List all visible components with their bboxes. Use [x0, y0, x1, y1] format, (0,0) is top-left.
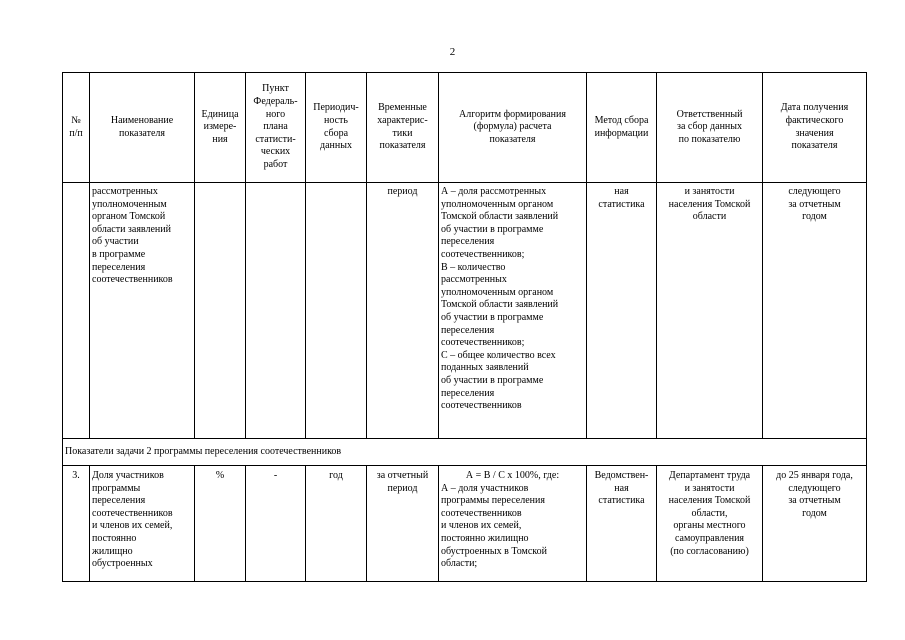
- cell-periodicity: год: [306, 466, 367, 582]
- section-row: [63, 439, 867, 466]
- header-date: Дата получения фактического значения показателя: [763, 73, 867, 183]
- table-header-row: [63, 73, 867, 183]
- cell-method: Ведомствен- ная статистика: [587, 466, 657, 582]
- cell-time-char: за отчетный период: [367, 466, 439, 582]
- header-method: Метод сбора информации: [587, 73, 657, 183]
- cell-name: Доля участников программы переселения соотечественников и членов их семей, постоянно жилищно обустроенных: [90, 466, 195, 582]
- cell-num: 3.: [63, 466, 90, 582]
- cell-num: [63, 183, 90, 439]
- cell-name: рассмотренных уполномоченным органом Томской области заявлений об участии в программе переселения соотечественников: [90, 183, 195, 439]
- page-number: 2: [449, 46, 456, 58]
- cell-unit: [195, 183, 246, 439]
- cell-algorithm: А – доля рассмотренных уполномоченным органом Томской области заявлений об участии в программе переселения соотечественников; В – количество рассмотренных уполномоченным органом Томской области заявлений об участии в программе переселения соотечественников; С – общее количество всех поданных заявлений об участии в программе переселения соотечественников: [439, 183, 587, 439]
- cell-unit: %: [195, 466, 246, 582]
- header-name: Наименование показателя: [90, 73, 195, 183]
- cell-date: следующего за отчетным годом: [763, 183, 867, 439]
- header-unit: Единица измере- ния: [195, 73, 246, 183]
- cell-method: ная статистика: [587, 183, 657, 439]
- header-plan-item: Пункт Федераль- ного плана статисти- ческих работ: [246, 73, 306, 183]
- cell-time-char: период: [367, 183, 439, 439]
- algorithm-formula: А = В / С х 100%, где:: [465, 470, 560, 481]
- table-row: [63, 466, 867, 582]
- cell-date: до 25 января года, следующего за отчетным годом: [763, 466, 867, 582]
- cell-responsible: и занятости населения Томской области: [657, 183, 763, 439]
- header-responsible: Ответственный за сбор данных по показателю: [657, 73, 763, 183]
- table-row-continued: [63, 183, 867, 439]
- header-num: № п/п: [63, 73, 90, 183]
- cell-periodicity: [306, 183, 367, 439]
- header-time-char: Временные характерис- тики показателя: [367, 73, 439, 183]
- algorithm-description: А – доля участников программы переселения соотечественников и членов их семей, постоянно жилищно обустроенных в Томской области;: [441, 482, 547, 570]
- section-title: Показатели задачи 2 программы переселения соотечественников: [63, 439, 867, 466]
- header-periodicity: Периодич- ность сбора данных: [306, 73, 367, 183]
- header-algorithm: Алгоритм формирования (формула) расчета показателя: [439, 73, 587, 183]
- cell-plan-item: [246, 183, 306, 439]
- cell-plan-item: -: [246, 466, 306, 582]
- indicators-table: [62, 72, 867, 582]
- cell-algorithm: [439, 466, 587, 582]
- cell-responsible: Департамент труда и занятости населения Томской области, органы местного самоуправления (по согласованию): [657, 466, 763, 582]
